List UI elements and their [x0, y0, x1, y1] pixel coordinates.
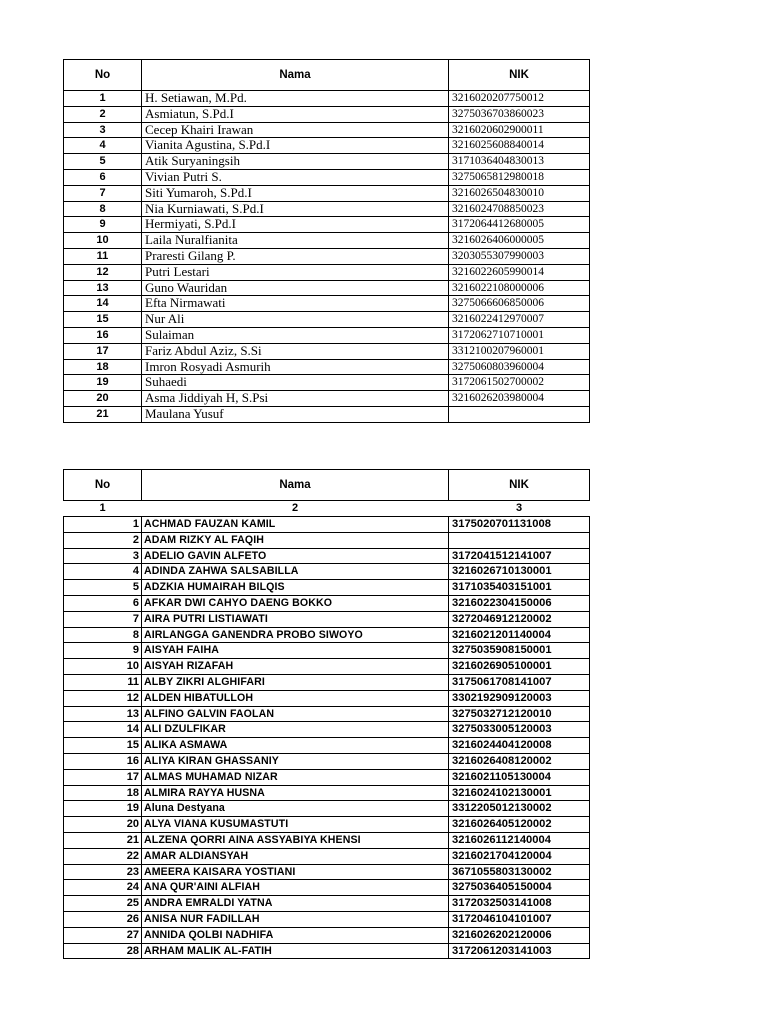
- row-nik: 3275033005120003: [449, 722, 590, 738]
- row-number: 23: [64, 864, 142, 880]
- table-row: [64, 327, 590, 343]
- row-nik: 3275065812980018: [449, 169, 590, 185]
- row-nik: 3216026203980004: [449, 391, 590, 407]
- row-number: 14: [64, 296, 142, 312]
- row-nik: 3216024404120008: [449, 738, 590, 754]
- row-number: 27: [64, 927, 142, 943]
- row-nik: 3216026112140004: [449, 832, 590, 848]
- row-name: ALFINO GALVIN FAOLAN: [142, 706, 449, 722]
- table-row: [64, 738, 590, 754]
- row-number: 1: [64, 517, 142, 533]
- row-number: 13: [64, 706, 142, 722]
- row-name: ALZENA QORRI AINA ASSYABIYA KHENSI: [142, 832, 449, 848]
- row-number: 10: [64, 233, 142, 249]
- row-number: 12: [64, 264, 142, 280]
- header-nik: NIK: [449, 60, 590, 91]
- row-name: Putri Lestari: [142, 264, 449, 280]
- table-row: [64, 817, 590, 833]
- row-name: ALDEN HIBATULLOH: [142, 690, 449, 706]
- row-number: 28: [64, 943, 142, 959]
- column-number: 1: [99, 502, 106, 514]
- row-number: 18: [64, 785, 142, 801]
- table-row: [64, 722, 590, 738]
- table-row: [64, 296, 590, 312]
- row-name: ADZKIA HUMAIRAH BILQIS: [142, 580, 449, 596]
- row-name: Vianita Agustina, S.Pd.I: [142, 138, 449, 154]
- row-name: Fariz Abdul Aziz, S.Si: [142, 343, 449, 359]
- row-number: 17: [64, 769, 142, 785]
- table-row: [64, 233, 590, 249]
- table-row: [64, 580, 590, 596]
- row-number: 5: [64, 580, 142, 596]
- row-name: Praresti Gilang P.: [142, 248, 449, 264]
- row-nik: 3172064412680005: [449, 217, 590, 233]
- row-nik: 3175020701131008: [449, 517, 590, 533]
- table-row: [64, 264, 590, 280]
- row-number: 22: [64, 848, 142, 864]
- table-row: [64, 122, 590, 138]
- row-nik: 3216022605990014: [449, 264, 590, 280]
- table-row: [64, 391, 590, 407]
- row-nik: 3172061502700002: [449, 375, 590, 391]
- row-number: 17: [64, 343, 142, 359]
- row-number: 6: [64, 595, 142, 611]
- row-name: AISYAH RIZAFAH: [142, 659, 449, 675]
- row-name: Hermiyati, S.Pd.I: [142, 217, 449, 233]
- row-name: Aluna Destyana: [142, 801, 449, 817]
- row-name: ADAM RIZKY AL FAQIH: [142, 532, 449, 548]
- table-row: [64, 674, 590, 690]
- row-number: 13: [64, 280, 142, 296]
- row-name: ACHMAD FAUZAN KAMIL: [142, 517, 449, 533]
- row-nik: 3172062710710001: [449, 327, 590, 343]
- table-row: [64, 896, 590, 912]
- row-number: 15: [64, 738, 142, 754]
- row-number: 12: [64, 690, 142, 706]
- row-name: Suhaedi: [142, 375, 449, 391]
- row-name: Imron Rosyadi Asmurih: [142, 359, 449, 375]
- table-row: [64, 706, 590, 722]
- row-nik: 3216026504830010: [449, 185, 590, 201]
- row-nik: 3312100207960001: [449, 343, 590, 359]
- table-row: [64, 548, 590, 564]
- row-number: 18: [64, 359, 142, 375]
- row-nik: 3216026408120002: [449, 753, 590, 769]
- row-nik: 3216026202120006: [449, 927, 590, 943]
- row-name: ALMIRA RAYYA HUSNA: [142, 785, 449, 801]
- row-name: AFKAR DWI CAHYO DAENG BOKKO: [142, 595, 449, 611]
- row-name: Asmiatun, S.Pd.I: [142, 106, 449, 122]
- row-name: Nia Kurniawati, S.Pd.I: [142, 201, 449, 217]
- row-number: 25: [64, 896, 142, 912]
- table-row: [64, 880, 590, 896]
- table-row: [64, 154, 590, 170]
- row-number: 6: [64, 169, 142, 185]
- table-row: [64, 832, 590, 848]
- row-number: 16: [64, 753, 142, 769]
- row-name: AMEERA KAISARA YOSTIANI: [142, 864, 449, 880]
- header-nama: Nama: [142, 60, 449, 91]
- row-number: 21: [64, 406, 142, 422]
- row-nik: 3272046912120002: [449, 611, 590, 627]
- table-row: [64, 406, 590, 422]
- header-nama: Nama: [142, 470, 449, 501]
- table-row: [64, 248, 590, 264]
- table-row: [64, 517, 590, 533]
- row-number: 4: [64, 138, 142, 154]
- row-name: ANISA NUR FADILLAH: [142, 911, 449, 927]
- row-name: Guno Wauridan: [142, 280, 449, 296]
- row-nik: 3216026905100001: [449, 659, 590, 675]
- row-nik: 3216026710130001: [449, 564, 590, 580]
- row-name: AIRA PUTRI LISTIAWATI: [142, 611, 449, 627]
- row-nik: 3172032503141008: [449, 896, 590, 912]
- row-number: 2: [64, 106, 142, 122]
- row-nik: 3172041512141007: [449, 548, 590, 564]
- row-nik: 3275035908150001: [449, 643, 590, 659]
- row-nik: 3216025608840014: [449, 138, 590, 154]
- row-name: ALIYA KIRAN GHASSANIY: [142, 753, 449, 769]
- row-nik: 3275036703860023: [449, 106, 590, 122]
- row-number: 8: [64, 627, 142, 643]
- row-number: 19: [64, 375, 142, 391]
- row-name: ANDRA EMRALDI YATNA: [142, 896, 449, 912]
- row-nik: 3216026405120002: [449, 817, 590, 833]
- row-nik: 3175061708141007: [449, 674, 590, 690]
- row-number: 3: [64, 548, 142, 564]
- row-number: 11: [64, 248, 142, 264]
- header-no: No: [64, 470, 142, 501]
- row-name: Nur Ali: [142, 312, 449, 328]
- row-number: 5: [64, 154, 142, 170]
- row-number: 7: [64, 185, 142, 201]
- table-header-row: [64, 470, 590, 501]
- row-nik: 3216022412970007: [449, 312, 590, 328]
- row-nik: 3216026406000005: [449, 233, 590, 249]
- row-number: 24: [64, 880, 142, 896]
- table-row: [64, 753, 590, 769]
- table-row: [64, 627, 590, 643]
- table-row: [64, 201, 590, 217]
- row-name: Siti Yumaroh, S.Pd.I: [142, 185, 449, 201]
- row-nik: 3216022108000006: [449, 280, 590, 296]
- table-row: [64, 312, 590, 328]
- row-name: AIRLANGGA GANENDRA PROBO SIWOYO: [142, 627, 449, 643]
- table-row: [64, 943, 590, 959]
- table-row: [64, 927, 590, 943]
- row-nik: 3216021201140004: [449, 627, 590, 643]
- row-nik: 3172046104101007: [449, 911, 590, 927]
- row-number: 8: [64, 201, 142, 217]
- row-number: 9: [64, 643, 142, 659]
- table-row: [64, 106, 590, 122]
- row-number: 11: [64, 674, 142, 690]
- row-name: Sulaiman: [142, 327, 449, 343]
- row-name: ANA QUR'AINI ALFIAH: [142, 880, 449, 896]
- row-nik: 3216024102130001: [449, 785, 590, 801]
- row-name: ALMAS MUHAMAD NIZAR: [142, 769, 449, 785]
- row-nik: 3275032712120010: [449, 706, 590, 722]
- row-number: 2: [64, 532, 142, 548]
- row-name: Laila Nuralfianita: [142, 233, 449, 249]
- table-row: [64, 769, 590, 785]
- row-name: ADELIO GAVIN ALFETO: [142, 548, 449, 564]
- row-nik: 3171035403151001: [449, 580, 590, 596]
- table-row: [64, 375, 590, 391]
- row-nik: 3216020207750012: [449, 91, 590, 107]
- row-number: 16: [64, 327, 142, 343]
- row-nik: 3275066606850006: [449, 296, 590, 312]
- row-name: ARHAM MALIK AL-FATIH: [142, 943, 449, 959]
- table-row: [64, 785, 590, 801]
- row-name: Asma Jiddiyah H, S.Psi: [142, 391, 449, 407]
- table-row: [64, 690, 590, 706]
- header-no: No: [64, 60, 142, 91]
- row-name: Atik Suryaningsih: [142, 154, 449, 170]
- row-nik: 3216024708850023: [449, 201, 590, 217]
- table-row: [64, 595, 590, 611]
- table-row: [64, 169, 590, 185]
- table-row: [64, 848, 590, 864]
- row-nik: 3172061203141003: [449, 943, 590, 959]
- row-nik: 3216021704120004: [449, 848, 590, 864]
- row-number: 3: [64, 122, 142, 138]
- table-row: [64, 91, 590, 107]
- row-nik: 3275060803960004: [449, 359, 590, 375]
- row-number: 10: [64, 659, 142, 675]
- column-number-row: [64, 501, 590, 517]
- row-nik: 3203055307990003: [449, 248, 590, 264]
- table-row: [64, 564, 590, 580]
- row-name: Cecep Khairi Irawan: [142, 122, 449, 138]
- table-row: [64, 659, 590, 675]
- student-table: [63, 469, 590, 959]
- row-number: 15: [64, 312, 142, 328]
- row-name: AMAR ALDIANSYAH: [142, 848, 449, 864]
- row-number: 20: [64, 391, 142, 407]
- row-name: H. Setiawan, M.Pd.: [142, 91, 449, 107]
- table-row: [64, 359, 590, 375]
- row-nik: 3216021105130004: [449, 769, 590, 785]
- row-name: ALBY ZIKRI ALGHIFARI: [142, 674, 449, 690]
- student-table-body: [64, 517, 590, 959]
- row-name: Efta Nirmawati: [142, 296, 449, 312]
- table-row: [64, 217, 590, 233]
- staff-table: [63, 59, 590, 423]
- table-row: [64, 185, 590, 201]
- row-nik: 3302192909120003: [449, 690, 590, 706]
- row-number: 14: [64, 722, 142, 738]
- table-row: [64, 864, 590, 880]
- table-row: [64, 911, 590, 927]
- row-name: AISYAH FAIHA: [142, 643, 449, 659]
- row-name: ANNIDA QOLBI NADHIFA: [142, 927, 449, 943]
- row-nik: 3312205012130002: [449, 801, 590, 817]
- column-number: 3: [515, 502, 523, 514]
- row-nik: 3671055803130002: [449, 864, 590, 880]
- table-row: [64, 280, 590, 296]
- row-nik: 3171036404830013: [449, 154, 590, 170]
- table-row: [64, 343, 590, 359]
- row-name: ALIKA ASMAWA: [142, 738, 449, 754]
- row-nik: 3216022304150006: [449, 595, 590, 611]
- row-number: 21: [64, 832, 142, 848]
- row-nik: 3216020602900011: [449, 122, 590, 138]
- header-nik: NIK: [449, 470, 590, 501]
- row-name: ADINDA ZAHWA SALSABILLA: [142, 564, 449, 580]
- table-row: [64, 611, 590, 627]
- staff-table-body: [64, 91, 590, 423]
- row-nik: [449, 406, 590, 422]
- row-number: 9: [64, 217, 142, 233]
- row-nik: [449, 532, 590, 548]
- row-number: 4: [64, 564, 142, 580]
- row-name: Vivian Putri S.: [142, 169, 449, 185]
- column-number: 2: [291, 502, 299, 514]
- table-header-row: [64, 60, 590, 91]
- row-number: 19: [64, 801, 142, 817]
- table-row: [64, 643, 590, 659]
- row-number: 7: [64, 611, 142, 627]
- row-name: ALI DZULFIKAR: [142, 722, 449, 738]
- row-name: ALYA VIANA KUSUMASTUTI: [142, 817, 449, 833]
- row-name: Maulana Yusuf: [142, 406, 449, 422]
- row-nik: 3275036405150004: [449, 880, 590, 896]
- row-number: 26: [64, 911, 142, 927]
- table-row: [64, 138, 590, 154]
- table-row: [64, 532, 590, 548]
- row-number: 20: [64, 817, 142, 833]
- row-number: 1: [64, 91, 142, 107]
- table-row: [64, 801, 590, 817]
